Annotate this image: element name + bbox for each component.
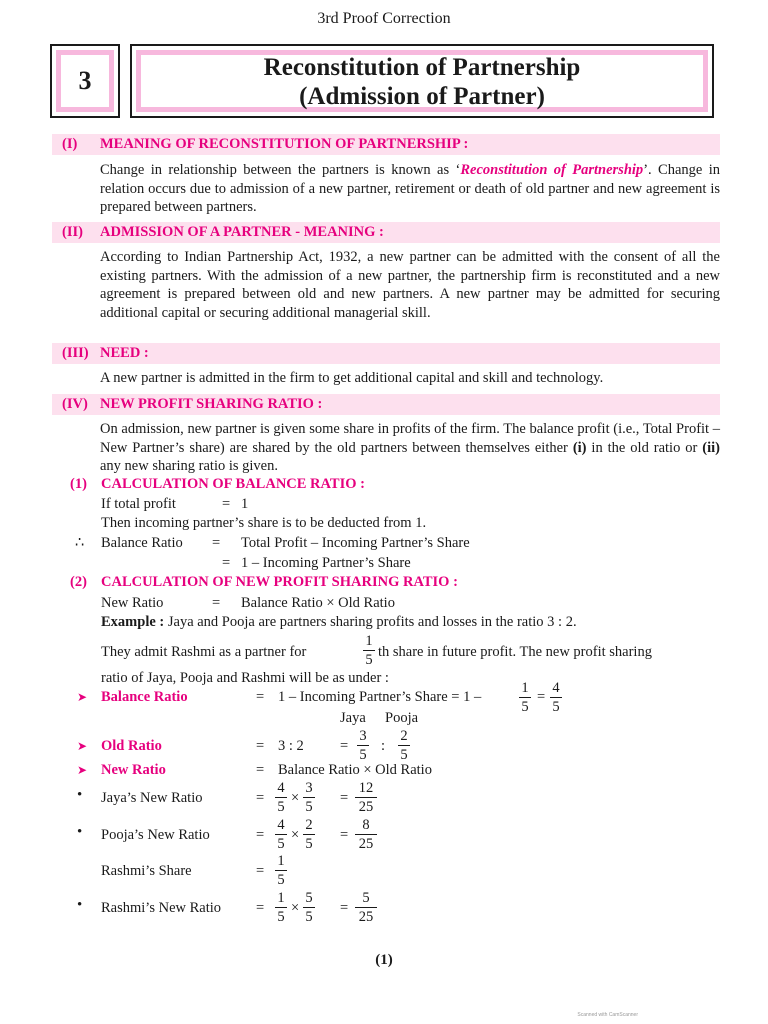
numerator: 2: [305, 817, 313, 833]
text: Balance Ratio × Old Ratio: [241, 595, 395, 611]
section-number: (IV): [62, 396, 88, 412]
row-label: Rashmi’s New Ratio: [101, 900, 222, 916]
section-heading-4: [52, 394, 720, 415]
denominator: 5: [305, 836, 313, 852]
section-heading-1: [52, 134, 720, 155]
fraction-bar: [275, 907, 287, 908]
fraction: [357, 728, 369, 763]
equals: =: [256, 738, 265, 754]
fraction-bar: [355, 834, 377, 835]
fraction-bar: [550, 697, 562, 698]
equals: =: [256, 689, 265, 705]
fraction-bar: [355, 907, 377, 908]
paragraph-admission: According to Indian Partnership Act, 1932, a new partner can be admitted with the consent of all the existing partners. With the admission of a new partner, the partnership firm is reconstituted and a new agreement is prepared between old and new partners. A new partner may be admitted for securing additional capital or securing additional managerial skill.: [100, 249, 720, 321]
numerator: 1: [521, 680, 529, 696]
equals: =: [340, 827, 349, 843]
denominator: 5: [552, 699, 560, 715]
numerator: 1: [277, 853, 285, 869]
numerator: 12: [358, 780, 374, 796]
denominator: 5: [359, 747, 367, 763]
proof-note: 3rd Proof Correction: [317, 10, 451, 27]
equals: =: [256, 827, 265, 843]
example-label: Example :: [101, 614, 165, 630]
text: in the old ratio or: [586, 439, 703, 456]
equals: =: [256, 762, 265, 778]
numerator: 4: [552, 680, 560, 696]
fraction: [355, 817, 377, 852]
section-number: (I): [62, 136, 78, 152]
fraction: [519, 680, 531, 715]
denominator: 5: [400, 747, 408, 763]
emphasis-text: Reconstitution of Partnership: [460, 162, 644, 178]
section-heading-3: [52, 343, 720, 364]
example-line: [101, 613, 577, 631]
fraction-bar: [275, 797, 287, 798]
equals: =: [340, 738, 349, 754]
text: any new sharing ratio is given.: [100, 458, 278, 474]
column-head-pooja: Pooja: [385, 710, 419, 726]
denominator: 5: [365, 652, 373, 668]
numerator: 5: [362, 890, 370, 906]
times: ×: [291, 827, 300, 843]
text: On admission, new partner is given some share in profits of the firm. The balance profit (i.e., Total Profit – New Partner’s share) are shared by the old partners between themselves either: [100, 421, 720, 456]
times: ×: [291, 790, 300, 806]
fraction-bar: [357, 745, 369, 746]
subsection-number: (2): [70, 574, 87, 590]
bold-text: (i): [572, 439, 587, 456]
fraction-bar: [303, 834, 315, 835]
equals: =: [222, 555, 231, 571]
denominator: 5: [277, 872, 285, 888]
text: If total profit: [101, 496, 176, 512]
bullet-icon: •: [77, 824, 83, 840]
numerator: 1: [365, 633, 373, 649]
scanner-watermark: Scanned with CamScanner: [577, 1012, 638, 1018]
section-label: NEW PROFIT SHARING RATIO :: [100, 396, 323, 412]
fraction-bar: [363, 650, 375, 651]
numerator: 2: [400, 728, 408, 744]
equals: =: [212, 535, 221, 551]
fraction: [363, 633, 375, 668]
fraction-bar: [303, 907, 315, 908]
fraction: [303, 817, 315, 852]
denominator: 5: [305, 799, 313, 815]
fraction-bar: [275, 870, 287, 871]
text: Then incoming partner’s share is to be deducted from 1.: [101, 515, 427, 531]
numerator: 1: [277, 890, 285, 906]
text: Jaya and Pooja are partners sharing profits and losses in the ratio 3 : 2.: [164, 614, 577, 630]
fraction-bar: [398, 745, 410, 746]
equals: =: [537, 689, 546, 705]
paragraph-meaning: [100, 161, 720, 217]
section-label: ADMISSION OF A PARTNER - MEANING :: [100, 224, 384, 240]
paragraph-need: A new partner is admitted in the firm to get additional capital and skill and technology.: [100, 370, 604, 386]
bold-text: (ii): [702, 439, 720, 456]
fraction: [355, 890, 377, 925]
section-heading-2: [52, 222, 720, 243]
fraction: [275, 890, 287, 925]
fraction: [398, 728, 410, 763]
denominator: 5: [521, 699, 529, 715]
numerator: 3: [305, 780, 313, 796]
text: th share in future profit. The new profit sharing: [378, 644, 652, 660]
denominator: 25: [358, 799, 374, 815]
row-label: Pooja’s New Ratio: [101, 827, 210, 843]
denominator: 25: [358, 909, 374, 925]
title-line-2: (Admission of Partner): [299, 83, 545, 110]
fraction: [275, 853, 287, 888]
equals: =: [340, 900, 349, 916]
chapter-title: [130, 44, 714, 118]
denominator: 25: [358, 836, 374, 852]
paragraph-ratio: [100, 420, 720, 476]
subsection-label: CALCULATION OF NEW PROFIT SHARING RATIO :: [101, 574, 458, 590]
numerator: 4: [277, 817, 285, 833]
text: Balance Ratio × Old Ratio: [278, 762, 432, 778]
fraction: [275, 817, 287, 852]
text: ratio of Jaya, Pooja and Rashmi will be as under :: [101, 670, 389, 686]
denominator: 5: [277, 836, 285, 852]
equals: =: [222, 496, 231, 512]
numerator: 3: [359, 728, 367, 744]
numerator: 8: [362, 817, 370, 833]
arrow-bullet-icon: ➤: [77, 739, 88, 753]
times: ×: [291, 900, 300, 916]
chapter-number: 3: [50, 44, 120, 118]
row-label: Rashmi’s Share: [101, 863, 192, 879]
arrow-bullet-icon: ➤: [77, 763, 88, 777]
equals: =: [340, 790, 349, 806]
fraction: [550, 680, 562, 715]
row-label: Old Ratio: [101, 738, 162, 754]
text: ’. Change in relation occurs due to admission of a new partner, retirement or death of old partner and new agreement is prepared between partners.: [100, 162, 721, 215]
therefore-symbol: ∴: [75, 535, 85, 551]
numerator: 5: [305, 890, 313, 906]
section-label: MEANING OF RECONSTITUTION OF PARTNERSHIP :: [100, 136, 469, 152]
title-line-1: Reconstitution of Partnership: [263, 54, 581, 81]
fraction: [355, 780, 377, 815]
text: Change in relationship between the partners is known as ‘: [100, 162, 461, 178]
row-label: New Ratio: [101, 762, 166, 778]
bullet-icon: •: [77, 897, 83, 913]
bullet-icon: •: [77, 787, 83, 803]
fraction-bar: [519, 697, 531, 698]
denominator: 5: [305, 909, 313, 925]
column-head-jaya: Jaya: [340, 710, 366, 726]
fraction: [303, 780, 315, 815]
denominator: 5: [277, 799, 285, 815]
equals: =: [256, 863, 265, 879]
numerator: 4: [277, 780, 285, 796]
fraction: [303, 890, 315, 925]
text: 1 – Incoming Partner’s Share: [241, 555, 411, 571]
fraction-bar: [355, 797, 377, 798]
equals: =: [212, 595, 221, 611]
text: 3 : 2: [278, 738, 304, 754]
denominator: 5: [277, 909, 285, 925]
text: Total Profit – Incoming Partner’s Share: [241, 535, 470, 551]
section-number: (II): [62, 224, 83, 240]
equals: =: [256, 790, 265, 806]
section-number: (III): [62, 345, 89, 361]
row-label: Balance Ratio: [101, 689, 188, 705]
text: New Ratio: [101, 595, 164, 611]
fraction-bar: [275, 834, 287, 835]
text: They admit Rashmi as a partner for: [101, 644, 307, 660]
text: Balance Ratio: [101, 535, 183, 551]
equals: =: [256, 900, 265, 916]
row-label: Jaya’s New Ratio: [101, 790, 203, 806]
arrow-bullet-icon: ➤: [77, 690, 88, 704]
text: 1 – Incoming Partner’s Share = 1 –: [278, 689, 482, 705]
fraction-bar: [303, 797, 315, 798]
fraction: [275, 780, 287, 815]
colon: :: [381, 738, 386, 754]
subsection-number: (1): [70, 476, 87, 492]
text: 1: [241, 496, 249, 512]
page-number: (1): [375, 952, 393, 968]
subsection-label: CALCULATION OF BALANCE RATIO :: [101, 476, 365, 492]
section-label: NEED :: [100, 345, 149, 361]
